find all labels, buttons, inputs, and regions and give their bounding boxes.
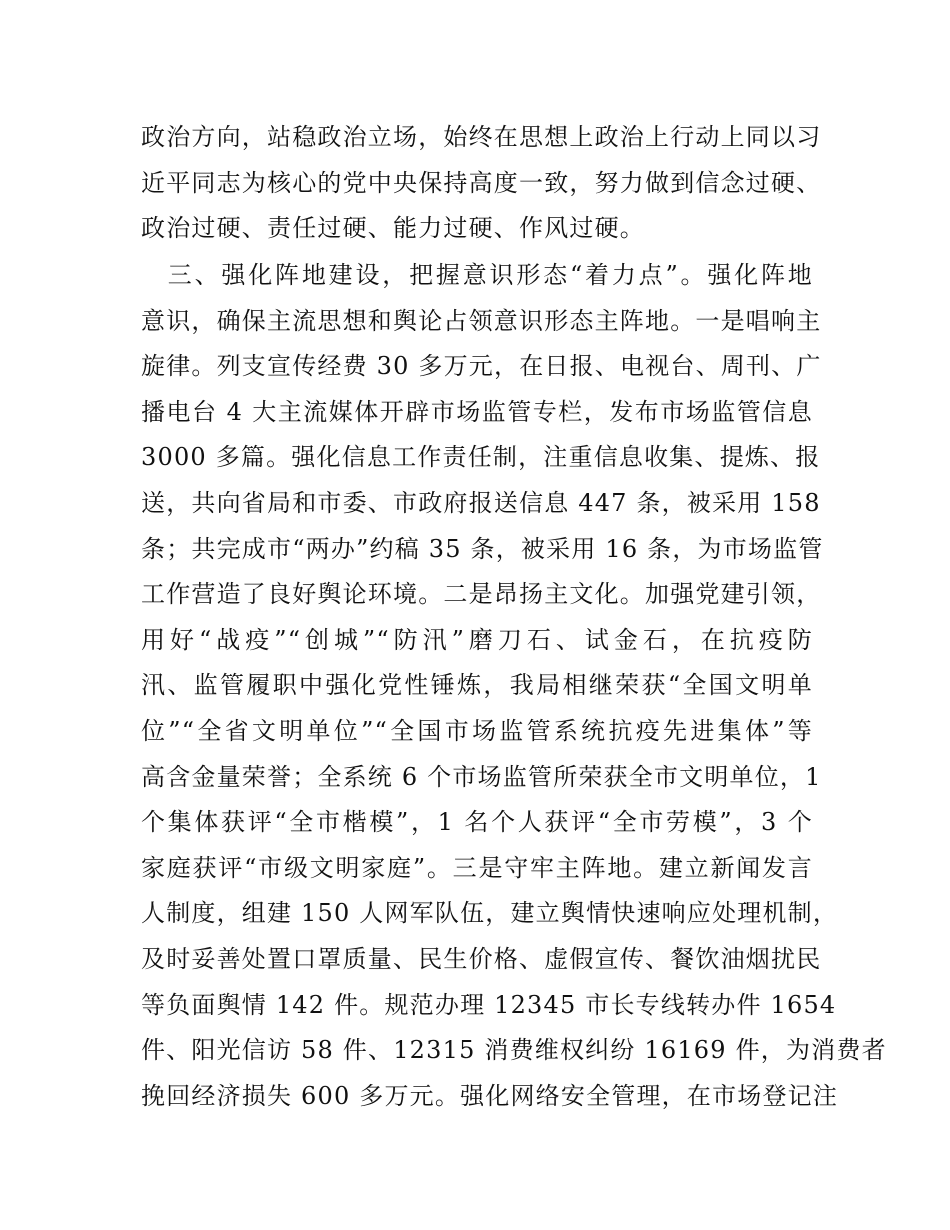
text-line: 个集体获评“全市楷模”，1 名个人获评“全市劳模”，3 个 xyxy=(141,808,813,837)
text-line: 人制度，组建 150 人网军队伍，建立舆情快速响应处理机制， xyxy=(141,899,839,928)
paragraph-position-building xyxy=(141,253,887,1119)
paragraph-political-direction xyxy=(141,115,822,252)
text-line: 位”“全省文明单位”“全国市场监管系统抗疫先进集体”等 xyxy=(141,716,813,745)
text-line: 条；共完成市“两办”约稿 35 条，被采用 16 条，为市场监管 xyxy=(141,534,824,563)
text-line: 播电台 4 大主流媒体开辟市场监管专栏，发布市场监管信息 xyxy=(141,397,813,426)
text-line: 汛、监管履职中强化党性锤炼，我局相继荣获“全国文明单 xyxy=(141,671,813,700)
text-line: 用好“战疫”“创城”“防汛”磨刀石、试金石，在抗疫防 xyxy=(141,625,813,654)
text-line: 政治方向，站稳政治立场，始终在思想上政治上行动上同以习 xyxy=(141,123,822,151)
text-line: 及时妥善处置口罩质量、民生价格、虚假宣传、餐饮油烟扰民 xyxy=(141,944,822,973)
text-line: 三、强化阵地建设，把握意识形态“着力点”。强化阵地 xyxy=(141,261,813,289)
text-line: 送，共向省局和市委、市政府报送信息 447 条，被采用 158 xyxy=(141,488,821,517)
text-line: 件、阳光信访 58 件、12315 消费维权纠纷 16169 件，为消费者 xyxy=(141,1036,887,1065)
text-line: 家庭获评“市级文明家庭”。三是守牢主阵地。建立新闻发言 xyxy=(141,853,813,882)
text-line: 工作营造了良好舆论环境。二是昂扬主文化。加强党建引领， xyxy=(141,580,822,609)
text-line: 等负面舆情 142 件。规范办理 12345 市长专线转办件 1654 xyxy=(141,990,837,1019)
text-line: 旋律。列支宣传经费 30 多万元，在日报、电视台、周刊、广 xyxy=(141,352,822,381)
text-line: 3000 多篇。强化信息工作责任制，注重信息收集、提炼、报 xyxy=(141,443,821,472)
text-line: 挽回经济损失 600 多万元。强化网络安全管理，在市场登记注 xyxy=(141,1081,839,1110)
text-line: 政治过硬、责任过硬、能力过硬、作风过硬。 xyxy=(141,214,645,243)
text-line: 高含金量荣誉；全系统 6 个市场监管所荣获全市文明单位，1 xyxy=(141,762,822,791)
text-line: 意识，确保主流思想和舆论占领意识形态主阵地。一是唱响主 xyxy=(141,306,822,335)
text-line: 近平同志为核心的党中央保持高度一致，努力做到信念过硬、 xyxy=(141,168,822,197)
